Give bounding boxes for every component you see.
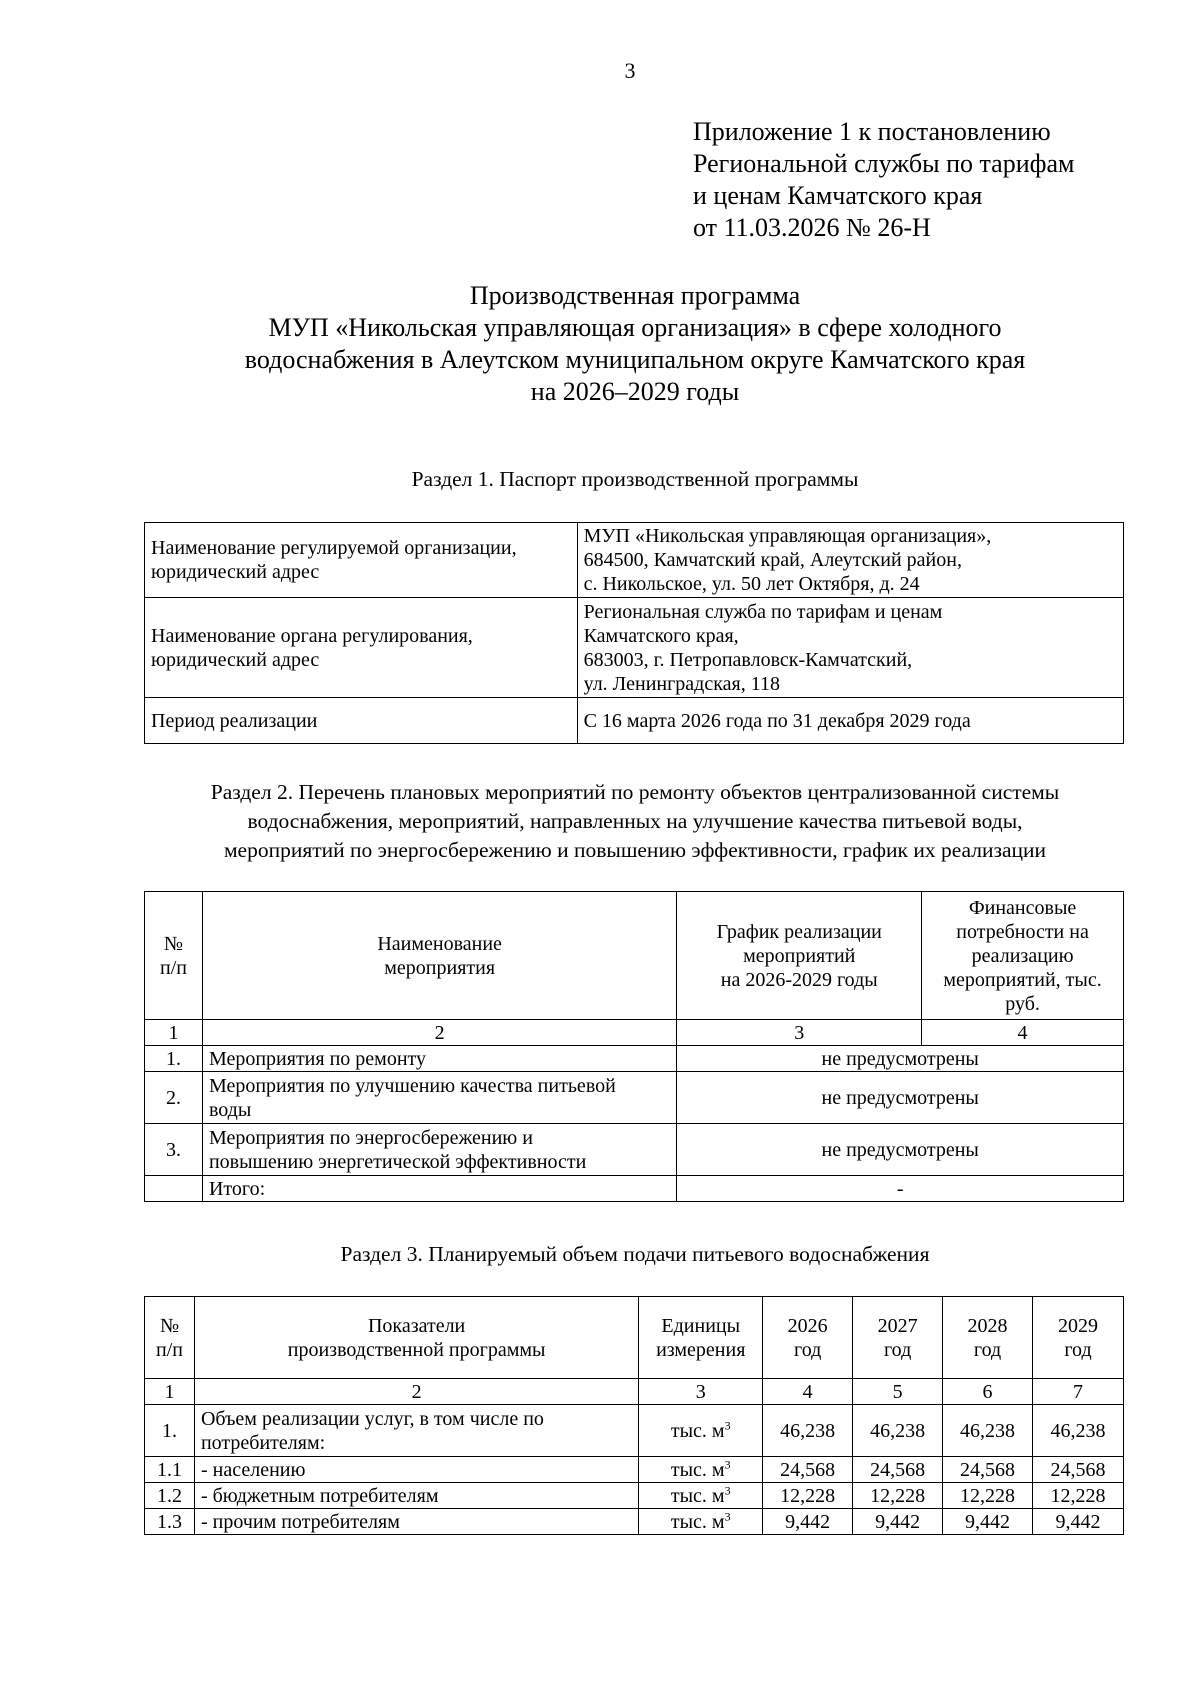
column-number: 2 [194,1379,638,1405]
column-number: 7 [1033,1379,1124,1405]
value-cell: 46,238 [1033,1405,1124,1457]
value-cell: 24,568 [853,1457,943,1483]
row-num [145,1176,203,1202]
column-number-row [145,1379,1124,1405]
section2-heading: Раздел 2. Перечень плановых мероприятий по ремонту объектов централизованной системы водоснабжения, мероприятий, направленных на улучшение качества питьевой воды, мероприятий по энергосбережению и повышению эффективности, график их реализации [210,780,1060,862]
appendix-line: Региональной службы по тарифам [693,149,1075,178]
volume-table [144,1296,1124,1535]
passport-label: Период реализации [145,698,578,744]
volume-row [145,1483,1124,1509]
value-cell: 12,228 [763,1483,853,1509]
passport-value: МУП «Никольская управляющая организация», 684500, Камчатский край, Алеутский район, с. Никольское, ул. 50 лет Октября, д. 24 [577,523,1123,598]
value-cell: 46,238 [853,1405,943,1457]
value-cell: 46,238 [943,1405,1033,1457]
header-finance: Финансовые потребности на реализацию мероприятий, тыс. руб. [922,892,1124,1020]
header-schedule: График реализации мероприятий на 2026-2029 годы [677,892,922,1020]
section3-heading: Раздел 3. Планируемый объем подачи питьевого водоснабжения [340,1242,930,1266]
measure-name: Мероприятия по энергосбережению и повышению энергетической эффективности [202,1124,676,1176]
indicator-name: - населению [194,1457,638,1483]
unit-cell: тыс. $м^3$ [639,1405,763,1457]
passport-row [145,698,1124,744]
column-number: 1 [145,1020,203,1046]
total-label: Итого: [202,1176,676,1202]
value-cell: 9,442 [1033,1509,1124,1535]
header-year: 2028 год [943,1297,1033,1379]
value-cell: 12,228 [853,1483,943,1509]
appendix-line: от 11.03.2026 № 26-Н [693,213,931,242]
row-num: 1.1 [145,1457,195,1483]
page-number: 3 [624,58,636,83]
volume-row [145,1457,1124,1483]
value-cell: 24,568 [1033,1457,1124,1483]
column-number: 6 [943,1379,1033,1405]
passport-row [145,523,1124,598]
row-num: 1.2 [145,1483,195,1509]
value-cell: 9,442 [943,1509,1033,1535]
value-cell: 24,568 [763,1457,853,1483]
measure-value: не предусмотрены [677,1072,1124,1124]
value-cell: 9,442 [763,1509,853,1535]
row-num: 1.3 [145,1509,195,1535]
value-cell: 24,568 [943,1457,1033,1483]
column-number: 4 [922,1020,1124,1046]
title-line: Производственная программа [469,281,801,310]
header-num: № п/п [145,1297,195,1379]
passport-table [144,522,1124,744]
measure-name: Мероприятия по ремонту [202,1046,676,1072]
header-indicator: Показатели производственной программы [194,1297,638,1379]
header-unit: Единицы измерения [639,1297,763,1379]
title-line: на 2026–2029 годы [530,377,740,406]
volume-row [145,1509,1124,1535]
passport-label: Наименование органа регулирования, юридический адрес [145,598,578,698]
column-number-row [145,1020,1124,1046]
volume-header-row [145,1297,1124,1379]
section1-heading: Раздел 1. Паспорт производственной программы [411,467,859,491]
unit-cell: тыс. $м^3$ [639,1483,763,1509]
measure-row [145,1046,1124,1072]
appendix-line: и ценам Камчатского края [693,181,983,210]
value-cell: 12,228 [943,1483,1033,1509]
passport-label: Наименование регулируемой организации, юридический адрес [145,523,578,598]
row-num: 2. [145,1072,203,1124]
passport-value: С 16 марта 2026 года по 31 декабря 2029 года [577,698,1123,744]
measure-row [145,1124,1124,1176]
volume-row [145,1405,1124,1457]
header-name: Наименование мероприятия [202,892,676,1020]
indicator-name: - прочим потребителям [194,1509,638,1535]
header-year: 2027 год [853,1297,943,1379]
row-num: 3. [145,1124,203,1176]
measure-row [145,1072,1124,1124]
row-num: 1. [145,1405,195,1457]
measure-name: Мероприятия по улучшению качества питьевой воды [202,1072,676,1124]
appendix-line: Приложение 1 к постановлению [693,117,1051,146]
column-number: 2 [202,1020,676,1046]
document-title [130,280,1140,408]
title-line: МУП «Никольская управляющая организация» в сфере холодного [268,313,1002,342]
unit-cell: тыс. $м^3$ [639,1457,763,1483]
total-value: - [677,1176,1124,1202]
indicator-name: Объем реализации услуг, в том числе по потребителям: [194,1405,638,1457]
value-cell: 9,442 [853,1509,943,1535]
title-line: водоснабжения в Алеутском муниципальном округе Камчатского края [244,345,1026,374]
indicator-name: - бюджетным потребителям [194,1483,638,1509]
measures-header-row [145,892,1124,1020]
header-year: 2029 год [1033,1297,1124,1379]
column-number: 4 [763,1379,853,1405]
measure-value: не предусмотрены [677,1124,1124,1176]
value-cell: 46,238 [763,1405,853,1457]
column-number: 3 [677,1020,922,1046]
column-number: 1 [145,1379,195,1405]
measures-table [144,891,1124,1202]
header-num: № п/п [145,892,203,1020]
column-number: 3 [639,1379,763,1405]
passport-value: Региональная служба по тарифам и ценам Камчатского края, 683003, г. Петропавловск-Камчатский, ул. Ленинградская, 118 [577,598,1123,698]
appendix-reference [693,116,1074,244]
header-year: 2026 год [763,1297,853,1379]
unit-cell: тыс. $м^3$ [639,1509,763,1535]
row-num: 1. [145,1046,203,1072]
measure-value: не предусмотрены [677,1046,1124,1072]
value-cell: 12,228 [1033,1483,1124,1509]
column-number: 5 [853,1379,943,1405]
total-row [145,1176,1124,1202]
passport-row [145,598,1124,698]
